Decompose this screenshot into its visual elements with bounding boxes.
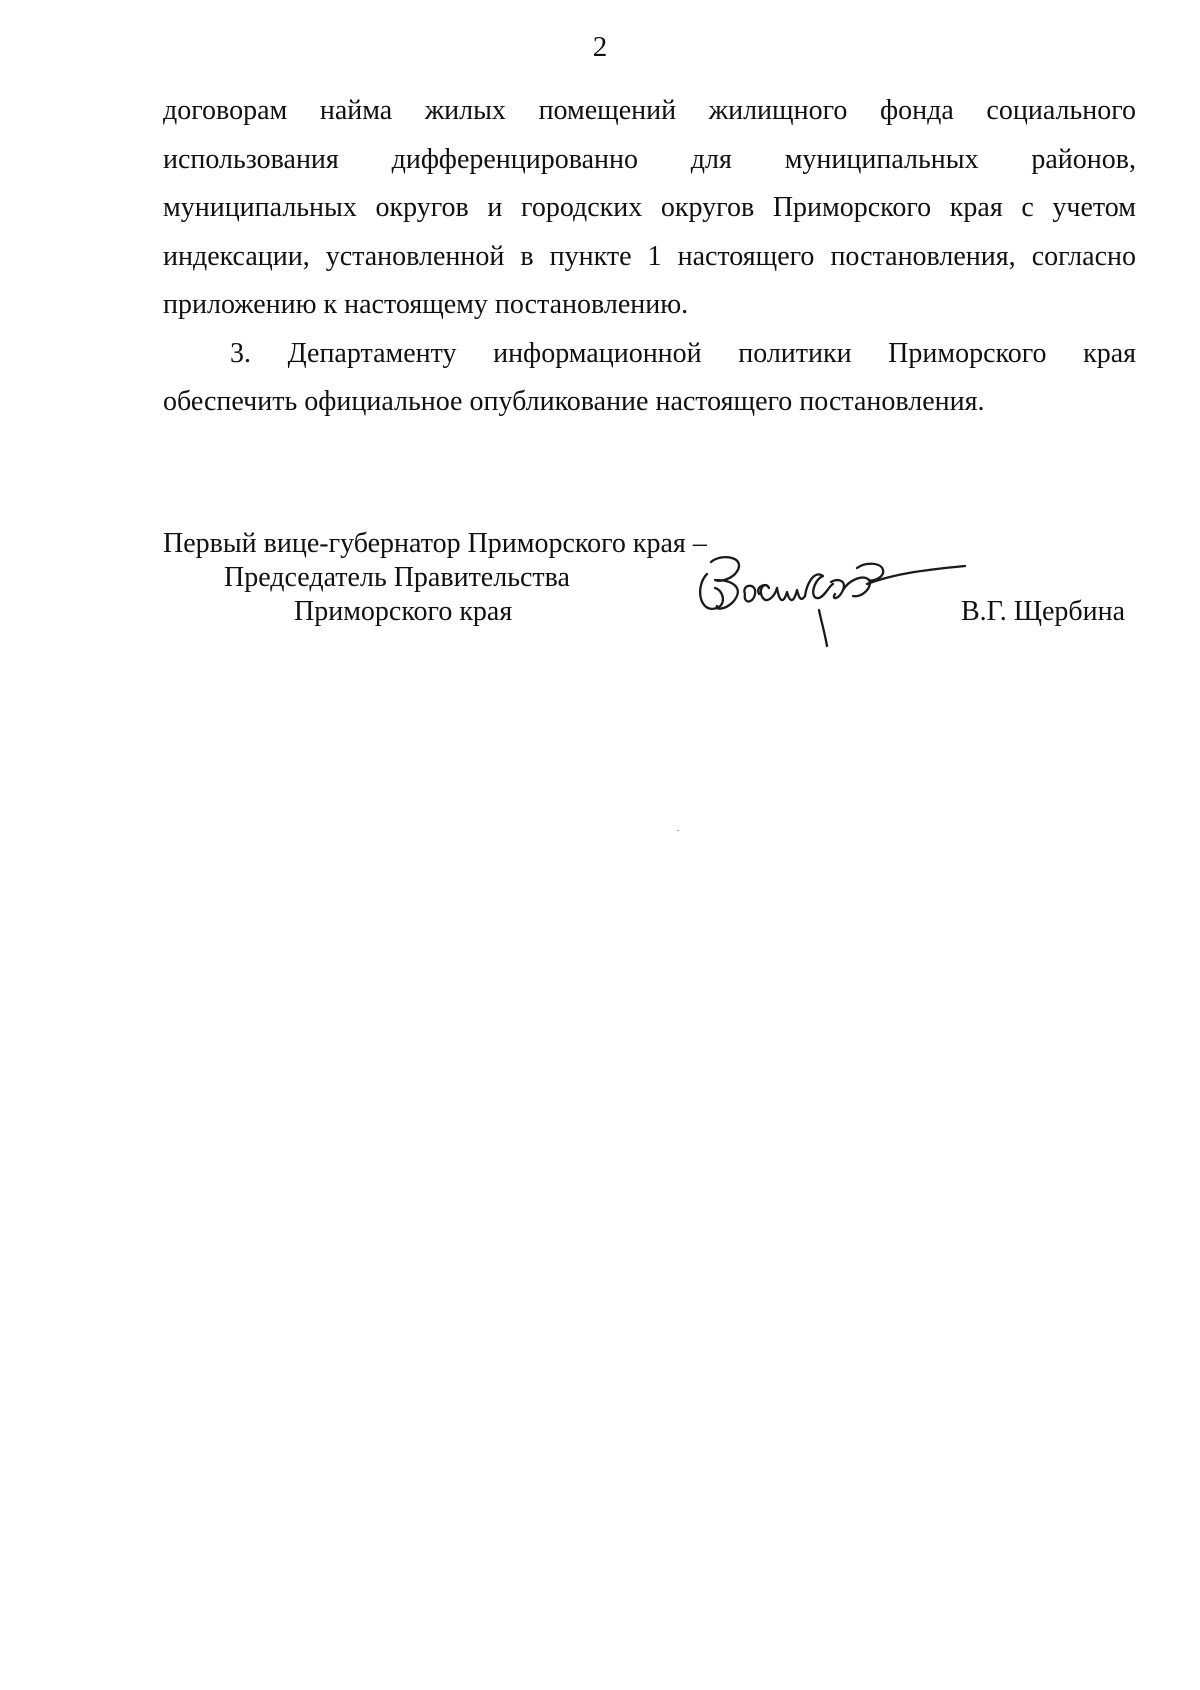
paragraph-line: индексации, установленной в пункте 1 настоящего постановления, согласно — [163, 240, 1136, 272]
paragraph-line: договорам найма жилых помещений жилищного фонда социального — [163, 95, 1136, 126]
paragraph-line: 3. Департаменту информационной политики Приморского края — [230, 337, 1136, 369]
page-number: 2 — [592, 31, 608, 63]
position-line: Председатель Правительства — [224, 562, 570, 593]
signatory-position — [163, 527, 707, 629]
signer-name: В.Г. Щербина — [961, 596, 1126, 627]
paragraph-continuation — [163, 87, 1136, 330]
paragraph-line: муниципальных округов и городских округов Приморского края с учетом — [163, 192, 1136, 223]
position-line: Приморского края — [294, 596, 513, 627]
position-line: Первый вице-губернатор Приморского края – — [163, 528, 707, 559]
paragraph-line: обеспечить официальное опубликование настоящего постановления. — [163, 386, 985, 417]
paragraph-line: использования дифференцированно для муниципальных районов, — [163, 143, 1136, 175]
paragraph-item-3 — [163, 330, 1136, 427]
scan-speck — [677, 830, 679, 831]
paragraph-line: приложению к настоящему постановлению. — [163, 289, 689, 320]
document-body — [163, 87, 1136, 427]
handwritten-signature — [693, 550, 968, 652]
